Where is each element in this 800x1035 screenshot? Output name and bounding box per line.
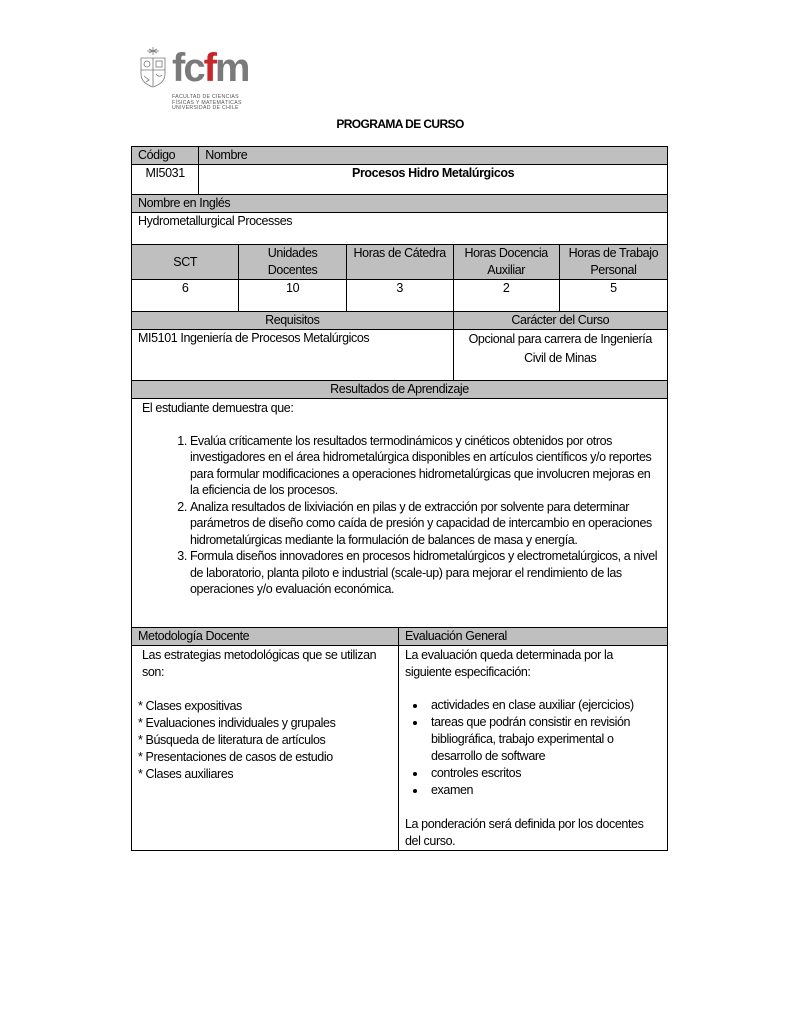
- code-label: Código: [132, 147, 199, 165]
- methodology-label: Metodología Docente: [132, 628, 399, 646]
- credits-value-units: 10: [239, 280, 346, 312]
- credits-value-sct: 6: [132, 280, 239, 312]
- fcfm-logo: [138, 44, 253, 118]
- evaluation-item: • tareas que podrán consistir en revisión bibliográfica, trabajo experimental o desarrollo de software: [427, 714, 661, 765]
- credits-value-auxiliary: 2: [453, 280, 559, 312]
- credits-value-personal: 5: [559, 280, 667, 312]
- outcomes-label: Resultados de Aprendizaje: [132, 381, 668, 399]
- requisites-value: MI5101 Ingeniería de Procesos Metalúrgicos: [132, 330, 454, 381]
- outcomes-list: [138, 433, 661, 598]
- outcome-item: 1. Evalúa críticamente los resultados termodinámicos y cinéticos obtenidos por otros investigadores en el área hidrometalúrgica disponibles en artículos científicos y/o reportes para formular modificaciones a operaciones hidrometalúrgicas que involucren mejoras en la eficiencia de los procesos.: [190, 433, 661, 499]
- evaluation-label: Evaluación General: [399, 628, 668, 646]
- credits-header-units: Unidades Docentes: [239, 245, 346, 280]
- credits-header-personal: Horas de Trabajo Personal: [559, 245, 667, 280]
- university-seal-icon: [138, 46, 168, 88]
- evaluation-item: • examen: [427, 782, 661, 799]
- faculty-name: FACULTAD DE CIENCIAS FÍSICAS Y MATEMÁTICAS UNIVERSIDAD DE CHILE: [172, 94, 242, 112]
- credits-value-lecture: 3: [346, 280, 453, 312]
- evaluation-content: [399, 646, 668, 851]
- methodology-item: * Búsqueda de literatura de artículos: [138, 733, 326, 747]
- methodology-item: * Evaluaciones individuales y grupales: [138, 716, 336, 730]
- english-name-row: [132, 213, 668, 245]
- course-name: Procesos Hidro Metalúrgicos: [199, 165, 668, 195]
- code-name-header: [132, 147, 668, 165]
- outcomes-intro: El estudiante demuestra que:: [142, 401, 294, 415]
- course-code: MI5031: [132, 165, 199, 195]
- evaluation-closing: La ponderación será definida por los docentes del curso.: [405, 817, 644, 848]
- credits-header-lecture: Horas de Cátedra: [346, 245, 453, 280]
- evaluation-item: • controles escritos: [427, 765, 661, 782]
- character-value: Opcional para carrera de Ingeniería Civil de Minas: [453, 330, 667, 381]
- outcomes-header: [132, 381, 668, 399]
- english-name-header: [132, 195, 668, 213]
- methodology-item: * Presentaciones de casos de estudio: [138, 750, 333, 764]
- credits-header: [132, 245, 668, 280]
- methodology-evaluation-row: [132, 646, 668, 851]
- code-name-row: [132, 165, 668, 195]
- outcomes-row: [132, 399, 668, 628]
- outcomes-content: [132, 399, 668, 628]
- outcome-item: 3. Formula diseños innovadores en procesos hidrometalúrgicos y electrometalúrgicos, a nivel de laboratorio, planta piloto e industrial (scale-up) para mejorar el rendimiento de las operaciones y/o evaluación económica.: [190, 548, 661, 598]
- credits-values-row: [132, 280, 668, 312]
- requisites-row: [132, 330, 668, 381]
- methodology-content: [132, 646, 399, 851]
- requisites-header: [132, 312, 668, 330]
- methodology-item: * Clases expositivas: [138, 699, 242, 713]
- evaluation-intro: La evaluación queda determinada por la siguiente especificación:: [405, 648, 613, 679]
- english-name: Hydrometallurgical Processes: [132, 213, 668, 245]
- english-name-label: Nombre en Inglés: [132, 195, 668, 213]
- evaluation-item: • actividades en clase auxiliar (ejercicios): [427, 697, 661, 714]
- credits-header-auxiliary: Horas Docencia Auxiliar: [453, 245, 559, 280]
- methodology-item: * Clases auxiliares: [138, 767, 234, 781]
- methodology-intro: Las estrategias metodológicas que se utilizan son:: [142, 648, 377, 679]
- page-title: PROGRAMA DE CURSO: [336, 117, 464, 131]
- requisites-label: Requisitos: [132, 312, 454, 330]
- character-label: Carácter del Curso: [453, 312, 667, 330]
- course-program-table: [131, 146, 668, 851]
- outcome-item: 2. Analiza resultados de lixiviación en pilas y de extracción por solvente para determinar parámetros de diseño como caída de presión y capacidad de intercambio en operaciones hidrometalúrgicas mediante la formulación de balances de masa y energía.: [190, 499, 661, 549]
- fcfm-wordmark: fcfm: [172, 46, 249, 90]
- credits-header-sct: SCT: [132, 245, 239, 280]
- methodology-evaluation-header: [132, 628, 668, 646]
- evaluation-list: [405, 697, 661, 799]
- name-label: Nombre: [199, 147, 668, 165]
